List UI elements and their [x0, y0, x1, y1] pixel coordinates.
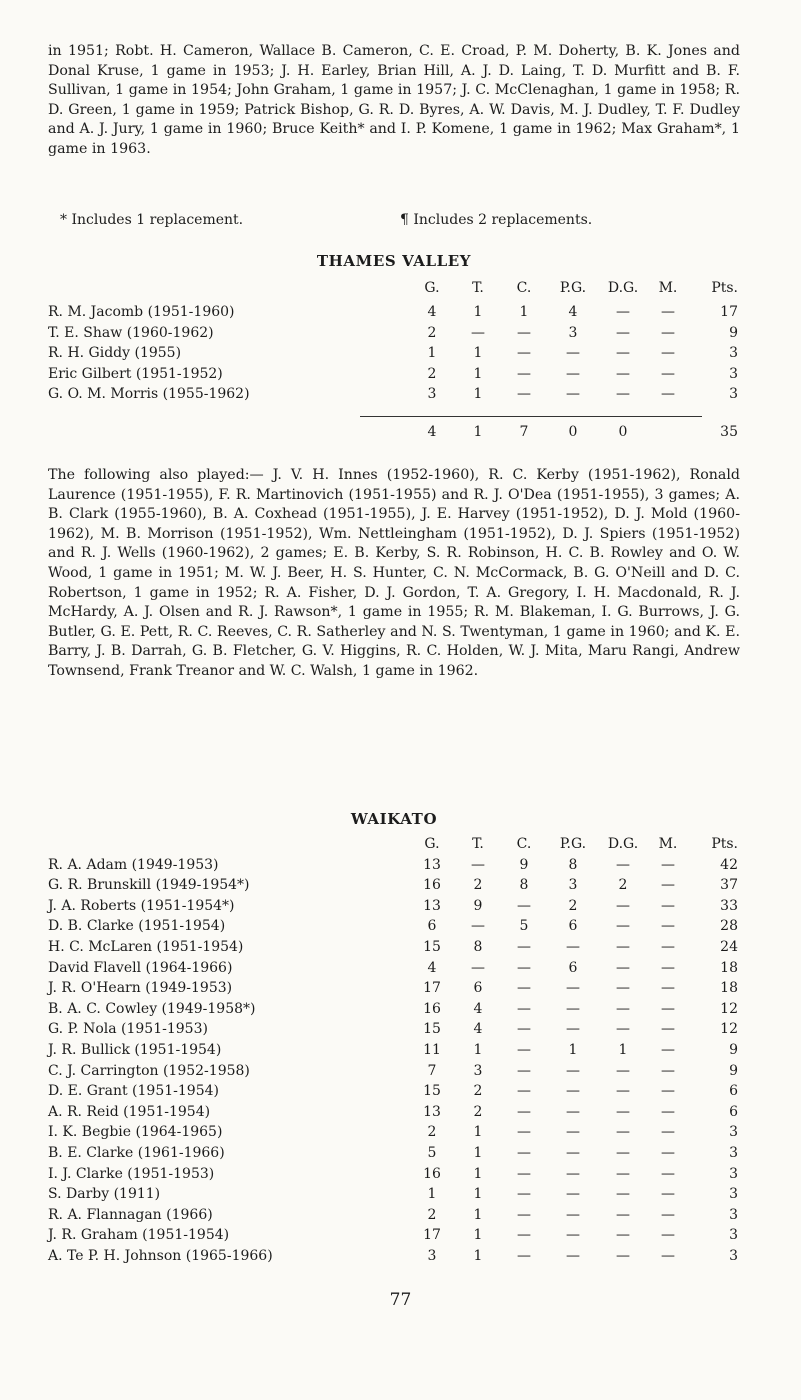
conversions-cell: 1: [519, 304, 529, 320]
games-cell: 2: [427, 365, 437, 382]
games-cell: 11: [423, 1041, 441, 1058]
marks-cell: —: [661, 1186, 675, 1203]
points-cell: 33: [720, 897, 738, 914]
penalty-goals-cell: —: [566, 1062, 580, 1079]
conversions-cell: —: [517, 1103, 531, 1120]
footnote-one-replacement: * Includes 1 replacement.: [60, 212, 244, 228]
tries-cell: 2: [473, 1103, 483, 1120]
points-cell: 3: [729, 1144, 738, 1161]
penalty-goals-cell: —: [566, 365, 580, 382]
totals-rule: [360, 416, 702, 417]
table-row: [48, 1104, 744, 1125]
dropped-goals-cell: —: [616, 1103, 630, 1120]
games-cell: 15: [423, 1021, 441, 1038]
table-row: [48, 1083, 744, 1104]
dropped-goals-cell: —: [616, 304, 630, 320]
points-cell: 42: [720, 856, 738, 873]
games-cell: 2: [427, 324, 437, 341]
col-header-conversions: C.: [516, 836, 532, 852]
dropped-goals-cell: —: [616, 1083, 630, 1100]
penalty-goals-cell: 6: [568, 918, 578, 935]
total-penalty-goals: 0: [568, 424, 578, 440]
penalty-goals-cell: 4: [568, 304, 578, 320]
tries-cell: 8: [473, 938, 483, 955]
games-cell: 3: [427, 386, 437, 403]
points-cell: 24: [720, 938, 738, 955]
table-row: [48, 345, 744, 366]
tries-cell: —: [471, 324, 485, 341]
col-header-penalty-goals: P.G.: [559, 280, 587, 296]
games-cell: 17: [423, 1227, 441, 1244]
player-name-cell: R. H. Giddy (1955): [48, 345, 182, 362]
conversions-cell: —: [517, 1083, 531, 1100]
marks-cell: —: [661, 365, 675, 382]
player-name-cell: R. M. Jacomb (1951-1960): [48, 304, 235, 320]
games-cell: 15: [423, 938, 441, 955]
tries-cell: 2: [473, 877, 483, 894]
thames-valley-rows: [48, 304, 744, 407]
thames-valley-title: THAMES VALLEY: [316, 252, 472, 270]
points-cell: 18: [720, 959, 738, 976]
points-cell: 9: [729, 324, 738, 341]
marks-cell: —: [661, 959, 675, 976]
tries-cell: —: [471, 856, 485, 873]
tries-cell: 3: [473, 1062, 483, 1079]
penalty-goals-cell: —: [566, 1144, 580, 1161]
penalty-goals-cell: 6: [568, 959, 578, 976]
marks-cell: —: [661, 980, 675, 997]
tries-cell: 1: [473, 365, 483, 382]
tries-cell: 1: [473, 1227, 483, 1244]
marks-cell: —: [661, 897, 675, 914]
marks-cell: —: [661, 1206, 675, 1223]
dropped-goals-cell: —: [616, 1165, 630, 1182]
points-cell: 3: [729, 1247, 738, 1264]
penalty-goals-cell: 8: [568, 856, 578, 873]
tries-cell: 1: [473, 1186, 483, 1203]
tries-cell: —: [471, 959, 485, 976]
points-cell: 37: [720, 877, 738, 894]
table-row: [48, 918, 744, 939]
dropped-goals-cell: —: [616, 959, 630, 976]
games-cell: 13: [423, 856, 441, 873]
col-header-points: Pts.: [711, 836, 738, 852]
penalty-goals-cell: —: [566, 938, 580, 955]
points-cell: 3: [729, 365, 738, 382]
thames-valley-table: [48, 280, 744, 407]
conversions-cell: —: [517, 980, 531, 997]
dropped-goals-cell: 2: [618, 877, 628, 894]
table-row: [48, 939, 744, 960]
player-name-cell: R. A. Adam (1949-1953): [48, 856, 219, 873]
player-name-cell: G. O. M. Morris (1955-1962): [48, 386, 250, 403]
dropped-goals-cell: —: [616, 324, 630, 341]
conversions-cell: —: [517, 345, 531, 362]
marks-cell: —: [661, 1041, 675, 1058]
table-row: [48, 877, 744, 898]
dropped-goals-cell: —: [616, 365, 630, 382]
table-row: [48, 1145, 744, 1166]
marks-cell: —: [661, 1227, 675, 1244]
marks-cell: —: [661, 1144, 675, 1161]
penalty-goals-cell: —: [566, 1165, 580, 1182]
intro-paragraph: in 1951; Robt. H. Cameron, Wallace B. Cameron, C. E. Croad, P. M. Doherty, B. K. Jones and Donal Kruse, 1 game in 1953; J. H. Earley, Brian Hill, A. J. D. Laing, T. D. Murfitt and B. F. Sullivan, 1 game in 1954; John Graham, 1 game in 1957; J. C. McClenaghan, 1 game in 1958; R. D. Green, 1 game in 1959; Patrick Bishop, G. R. D. Byres, A. W. Davis, M. J. Dudley, T. F. Dudley and A. J. Jury, 1 game in 1960; Bruce Keith* and I. P. Komene, 1 game in 1962; Max Graham*, 1 game in 1963.: [48, 43, 740, 157]
table-row: [48, 1063, 744, 1084]
conversions-cell: —: [517, 365, 531, 382]
player-name-cell: D. E. Grant (1951-1954): [48, 1083, 219, 1100]
conversions-cell: —: [517, 1041, 531, 1058]
marks-cell: —: [661, 1062, 675, 1079]
col-header-games: G.: [424, 836, 440, 852]
penalty-goals-cell: —: [566, 1021, 580, 1038]
tries-cell: 4: [473, 1000, 483, 1017]
points-cell: 12: [720, 1000, 738, 1017]
tries-cell: 1: [473, 304, 483, 320]
conversions-cell: —: [517, 897, 531, 914]
conversions-cell: —: [517, 1144, 531, 1161]
points-cell: 6: [729, 1103, 738, 1120]
marks-cell: —: [661, 1165, 675, 1182]
dropped-goals-cell: —: [616, 1227, 630, 1244]
footnote-two-replacements: ¶ Includes 2 replacements.: [400, 212, 593, 228]
player-name-cell: S. Darby (1911): [48, 1186, 161, 1203]
penalty-goals-cell: —: [566, 1103, 580, 1120]
table-row: [48, 980, 744, 1001]
conversions-cell: —: [517, 324, 531, 341]
thames-valley-totals: [48, 424, 744, 444]
table-row: [48, 1248, 744, 1269]
player-name-cell: David Flavell (1964-1966): [48, 959, 233, 976]
tries-cell: 9: [473, 897, 483, 914]
table-row: [48, 1001, 744, 1022]
player-name-cell: J. R. Bullick (1951-1954): [48, 1041, 222, 1058]
player-name-cell: T. E. Shaw (1960-1962): [48, 324, 214, 341]
player-name-cell: G. P. Nola (1951-1953): [48, 1021, 208, 1038]
games-cell: 7: [427, 1062, 437, 1079]
conversions-cell: 5: [519, 918, 529, 935]
games-cell: 5: [427, 1144, 437, 1161]
tries-cell: 1: [473, 1206, 483, 1223]
tries-cell: 1: [473, 1144, 483, 1161]
player-name-cell: A. R. Reid (1951-1954): [48, 1103, 211, 1120]
waikato-title: WAIKATO: [350, 810, 438, 828]
dropped-goals-cell: —: [616, 1144, 630, 1161]
total-dropped-goals: 0: [618, 424, 628, 440]
penalty-goals-cell: —: [566, 980, 580, 997]
points-cell: 18: [720, 980, 738, 997]
conversions-cell: —: [517, 1021, 531, 1038]
points-cell: 6: [729, 1083, 738, 1100]
marks-cell: —: [661, 1000, 675, 1017]
tries-cell: 4: [473, 1021, 483, 1038]
marks-cell: —: [661, 345, 675, 362]
marks-cell: —: [661, 1124, 675, 1141]
games-cell: 16: [423, 1000, 441, 1017]
conversions-cell: —: [517, 1124, 531, 1141]
penalty-goals-cell: —: [566, 1227, 580, 1244]
waikato-table: [48, 836, 744, 1268]
penalty-goals-cell: —: [566, 1206, 580, 1223]
points-cell: 3: [729, 386, 738, 403]
games-cell: 17: [423, 980, 441, 997]
marks-cell: —: [661, 1083, 675, 1100]
table-row: [48, 1124, 744, 1145]
points-cell: 28: [720, 918, 738, 935]
waikato-rows: [48, 857, 744, 1269]
dropped-goals-cell: —: [616, 386, 630, 403]
player-name-cell: H. C. McLaren (1951-1954): [48, 938, 244, 955]
conversions-cell: —: [517, 1000, 531, 1017]
player-name-cell: J. R. Graham (1951-1954): [48, 1227, 230, 1244]
games-cell: 3: [427, 1247, 437, 1264]
dropped-goals-cell: 1: [618, 1041, 628, 1058]
dropped-goals-cell: —: [616, 897, 630, 914]
penalty-goals-cell: 2: [568, 897, 578, 914]
tries-cell: —: [471, 918, 485, 935]
penalty-goals-cell: —: [566, 1000, 580, 1017]
col-header-conversions: C.: [516, 280, 532, 296]
points-cell: 17: [720, 304, 738, 320]
tries-cell: 1: [473, 1165, 483, 1182]
player-name-cell: I. J. Clarke (1951-1953): [48, 1165, 215, 1182]
points-cell: 9: [729, 1041, 738, 1058]
col-header-points: Pts.: [711, 280, 738, 296]
table-row: [48, 366, 744, 387]
table-row: [48, 386, 744, 407]
dropped-goals-cell: —: [616, 1206, 630, 1223]
table-row: [48, 1227, 744, 1248]
marks-cell: —: [661, 918, 675, 935]
table-row: [48, 898, 744, 919]
conversions-cell: —: [517, 1165, 531, 1182]
tries-cell: 1: [473, 1041, 483, 1058]
penalty-goals-cell: —: [566, 1124, 580, 1141]
table-header: [48, 280, 744, 304]
tries-cell: 2: [473, 1083, 483, 1100]
games-cell: 2: [427, 1206, 437, 1223]
marks-cell: —: [661, 304, 675, 320]
conversions-cell: —: [517, 1227, 531, 1244]
player-name-cell: B. E. Clarke (1961-1966): [48, 1144, 225, 1161]
col-header-dropped-goals: D.G.: [607, 836, 639, 852]
games-cell: 4: [427, 959, 437, 976]
games-cell: 16: [423, 1165, 441, 1182]
dropped-goals-cell: —: [616, 856, 630, 873]
points-cell: 3: [729, 1227, 738, 1244]
player-name-cell: R. A. Flannagan (1966): [48, 1206, 213, 1223]
conversions-cell: —: [517, 1062, 531, 1079]
games-cell: 4: [427, 304, 437, 320]
dropped-goals-cell: —: [616, 1247, 630, 1264]
dropped-goals-cell: —: [616, 1021, 630, 1038]
player-name-cell: C. J. Carrington (1952-1958): [48, 1062, 250, 1079]
points-cell: 3: [729, 345, 738, 362]
games-cell: 15: [423, 1083, 441, 1100]
dropped-goals-cell: —: [616, 1124, 630, 1141]
tries-cell: 1: [473, 386, 483, 403]
total-conversions: 7: [519, 424, 529, 440]
conversions-cell: —: [517, 1247, 531, 1264]
total-games: 4: [427, 424, 437, 440]
games-cell: 6: [427, 918, 437, 935]
player-name-cell: D. B. Clarke (1951-1954): [48, 918, 226, 935]
col-header-games: G.: [424, 280, 440, 296]
penalty-goals-cell: —: [566, 1083, 580, 1100]
points-cell: 12: [720, 1021, 738, 1038]
conversions-cell: —: [517, 1186, 531, 1203]
table-row: [48, 1186, 744, 1207]
conversions-cell: —: [517, 959, 531, 976]
tries-cell: 1: [473, 1124, 483, 1141]
marks-cell: —: [661, 386, 675, 403]
points-cell: 3: [729, 1124, 738, 1141]
penalty-goals-cell: —: [566, 1186, 580, 1203]
games-cell: 13: [423, 897, 441, 914]
dropped-goals-cell: —: [616, 980, 630, 997]
table-row: [48, 304, 744, 325]
col-header-marks: M.: [658, 836, 678, 852]
col-header-tries: T.: [472, 836, 484, 852]
dropped-goals-cell: —: [616, 1062, 630, 1079]
player-name-cell: J. A. Roberts (1951-1954*): [48, 897, 235, 914]
total-tries: 1: [473, 424, 483, 440]
points-cell: 3: [729, 1186, 738, 1203]
marks-cell: —: [661, 1103, 675, 1120]
col-header-tries: T.: [472, 280, 484, 296]
conversions-cell: —: [517, 1206, 531, 1223]
also-played-paragraph: The following also played:— J. V. H. Innes (1952-1960), R. C. Kerby (1951-1962), Ronald Laurence (1951-1955), F. R. Martinovich (1951-1955) and R. J. O'Dea (1951-1955), 3 games; A. B. Clark (1955-1960), B. A. Coxhead (1951-1955), J. E. Harvey (1951-1952), D. J. Mold (1960-1962), M. B. Morrison (1951-1952), Wm. Nettleingham (1951-1952), D. J. Spiers (1951-1952) and R. J. Wells (1960-1962), 2 games; E. B. Kerby, S. R. Robinson, H. C. B. Rowley and O. W. Wood, 1 game in 1951; M. W. J. Beer, H. S. Hunter, C. N. McCormack, B. G. O'Neill and D. C. Robertson, 1 game in 1952; R. A. Fisher, D. J. Gordon, T. A. Gregory, I. H. Macdonald, R. J. McHardy, A. J. Olsen and R. J. Rawson*, 1 game in 1955; R. M. Blakeman, I. G. Burrows, J. G. Butler, G. E. Pett, R. C. Reeves, C. R. Satherley and N. S. Twentyman, 1 game in 1960; and K. E. Barry, J. B. Darrah, G. B. Fletcher, G. V. Higgins, R. C. Holden, W. J. Mita, Maru Rangi, Andrew Townsend, Frank Treanor and W. C. Walsh, 1 game in 1962.: [48, 467, 740, 679]
tries-cell: 1: [473, 1247, 483, 1264]
player-name-cell: B. A. C. Cowley (1949-1958*): [48, 1000, 256, 1017]
col-header-marks: M.: [658, 280, 678, 296]
player-name-cell: A. Te P. H. Johnson (1965-1966): [48, 1247, 273, 1264]
games-cell: 2: [427, 1124, 437, 1141]
table-row: [48, 857, 744, 878]
table-row: [48, 960, 744, 981]
points-cell: 3: [729, 1165, 738, 1182]
marks-cell: —: [661, 324, 675, 341]
col-header-dropped-goals: D.G.: [607, 280, 639, 296]
penalty-goals-cell: —: [566, 1247, 580, 1264]
penalty-goals-cell: 1: [568, 1041, 578, 1058]
page-number: 77: [389, 1290, 412, 1310]
player-name-cell: J. R. O'Hearn (1949-1953): [48, 980, 233, 997]
points-cell: 9: [729, 1062, 738, 1079]
games-cell: 13: [423, 1103, 441, 1120]
player-name-cell: I. K. Begbie (1964-1965): [48, 1124, 223, 1141]
table-row: [48, 1021, 744, 1042]
table-row: [48, 325, 744, 346]
games-cell: 1: [427, 1186, 437, 1203]
dropped-goals-cell: —: [616, 918, 630, 935]
games-cell: 16: [423, 877, 441, 894]
table-row: [48, 1207, 744, 1228]
col-header-penalty-goals: P.G.: [559, 836, 587, 852]
marks-cell: —: [661, 856, 675, 873]
conversions-cell: 8: [519, 877, 529, 894]
marks-cell: —: [661, 938, 675, 955]
marks-cell: —: [661, 1247, 675, 1264]
dropped-goals-cell: —: [616, 1000, 630, 1017]
dropped-goals-cell: —: [616, 1186, 630, 1203]
dropped-goals-cell: —: [616, 938, 630, 955]
penalty-goals-cell: —: [566, 345, 580, 362]
points-cell: 3: [729, 1206, 738, 1223]
penalty-goals-cell: 3: [568, 877, 578, 894]
tries-cell: 1: [473, 345, 483, 362]
marks-cell: —: [661, 877, 675, 894]
conversions-cell: —: [517, 938, 531, 955]
table-row: [48, 1042, 744, 1063]
dropped-goals-cell: —: [616, 345, 630, 362]
tries-cell: 6: [473, 980, 483, 997]
penalty-goals-cell: 3: [568, 324, 578, 341]
player-name-cell: Eric Gilbert (1951-1952): [48, 365, 223, 382]
player-name-cell: G. R. Brunskill (1949-1954*): [48, 877, 250, 894]
table-header: [48, 836, 744, 857]
penalty-goals-cell: —: [566, 386, 580, 403]
conversions-cell: —: [517, 386, 531, 403]
games-cell: 1: [427, 345, 437, 362]
marks-cell: —: [661, 1021, 675, 1038]
table-row: [48, 1166, 744, 1187]
total-points: 35: [720, 424, 738, 440]
conversions-cell: 9: [519, 856, 529, 873]
